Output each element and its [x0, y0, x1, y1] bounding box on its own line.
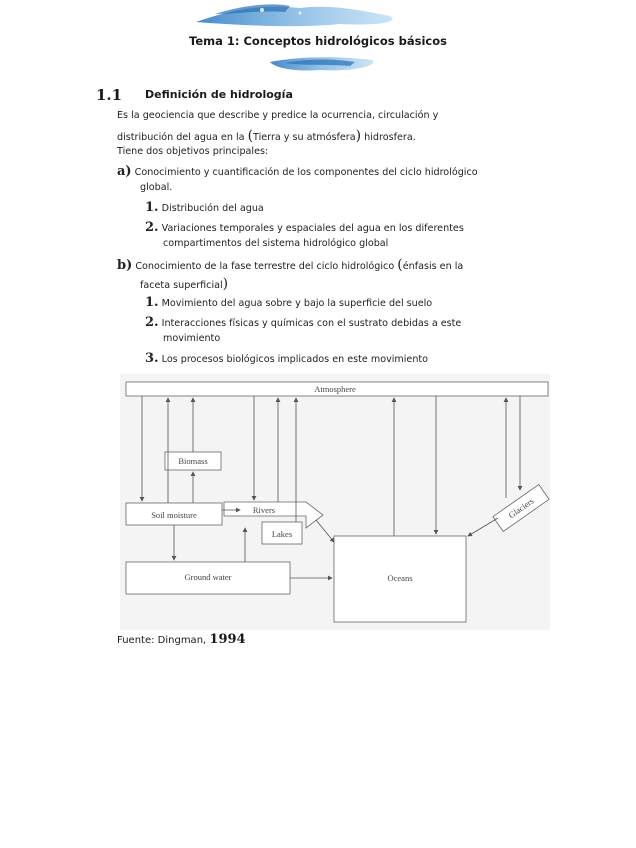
- paragraph-parenthetical: Tierra y su atmósfera: [253, 132, 356, 143]
- list-text: Movimiento del agua sobre y bajo la superficie del suelo: [161, 298, 433, 309]
- list-item: [145, 200, 264, 215]
- list-number: 2.: [145, 220, 159, 235]
- list-text-cont: movimiento: [163, 333, 221, 344]
- list-text: Distribución del agua: [161, 203, 264, 214]
- ground-water-label: Ground water: [184, 572, 232, 582]
- close-parenthesis: ): [355, 128, 362, 144]
- biomass-label: Biomass: [178, 456, 208, 466]
- list-text: Los procesos biológicos implicados en este movimiento: [161, 354, 429, 365]
- objective-marker: b): [117, 258, 133, 273]
- objective-marker: a): [117, 164, 132, 179]
- rivers-label: Rivers: [252, 505, 276, 515]
- list-text: Variaciones temporales y espaciales del agua en los diferentes: [161, 223, 464, 234]
- objective-parenthetical: énfasis en la: [402, 261, 464, 272]
- list-item: [145, 351, 428, 366]
- list-number: 2.: [145, 315, 159, 330]
- list-item: [145, 315, 461, 330]
- objective-b: [117, 257, 463, 273]
- open-parenthesis: (: [397, 257, 403, 273]
- list-number: 1.: [145, 200, 159, 215]
- objectives-intro: Tiene dos objetivos principales:: [117, 146, 269, 157]
- list-item: [145, 295, 432, 310]
- list-text-cont: compartimentos del sistema hidrológico global: [163, 238, 389, 249]
- objective-text: Conocimiento y cuantificación de los componentes del ciclo hidrológico: [134, 167, 478, 178]
- objective-a: [117, 164, 478, 179]
- list-text: Interacciones físicas y químicas con el sustrato debidas a este: [161, 318, 462, 329]
- objective-text: Conocimiento de la fase terrestre del ciclo hidrológico: [135, 261, 395, 272]
- objective-text-cont: global.: [140, 182, 173, 193]
- open-parenthesis: (: [247, 128, 254, 144]
- source-citation: [117, 632, 246, 647]
- list-item: [145, 220, 464, 235]
- source-label: Fuente: Dingman,: [117, 635, 207, 646]
- lakes-label: Lakes: [271, 529, 293, 539]
- objective-parenthetical: faceta superficial: [140, 280, 223, 291]
- document-title: Tema 1: Conceptos hidrológicos básicos: [189, 34, 447, 48]
- section-number: 1.1: [96, 86, 123, 104]
- oceans-label: Oceans: [387, 573, 413, 583]
- list-number: 3.: [145, 351, 159, 366]
- paragraph-line: [117, 128, 416, 144]
- soil-moisture-label: Soil moisture: [151, 510, 197, 520]
- atmosphere-label: Atmosphere: [314, 384, 356, 394]
- hydrologic-cycle-diagram: [120, 374, 550, 630]
- list-number: 1.: [145, 295, 159, 310]
- paragraph-text: distribución del agua en la: [117, 132, 245, 143]
- paragraph-text: hidrosfera.: [364, 132, 416, 143]
- source-year: 1994: [209, 632, 246, 647]
- close-parenthesis: ): [222, 276, 229, 292]
- section-title: Definición de hidrología: [145, 88, 293, 101]
- objective-text-cont: [140, 276, 228, 292]
- glaciers-label: Glaciers: [506, 495, 536, 521]
- paragraph-line: Es la geociencia que describe y predice la ocurrencia, circulación y: [117, 110, 439, 121]
